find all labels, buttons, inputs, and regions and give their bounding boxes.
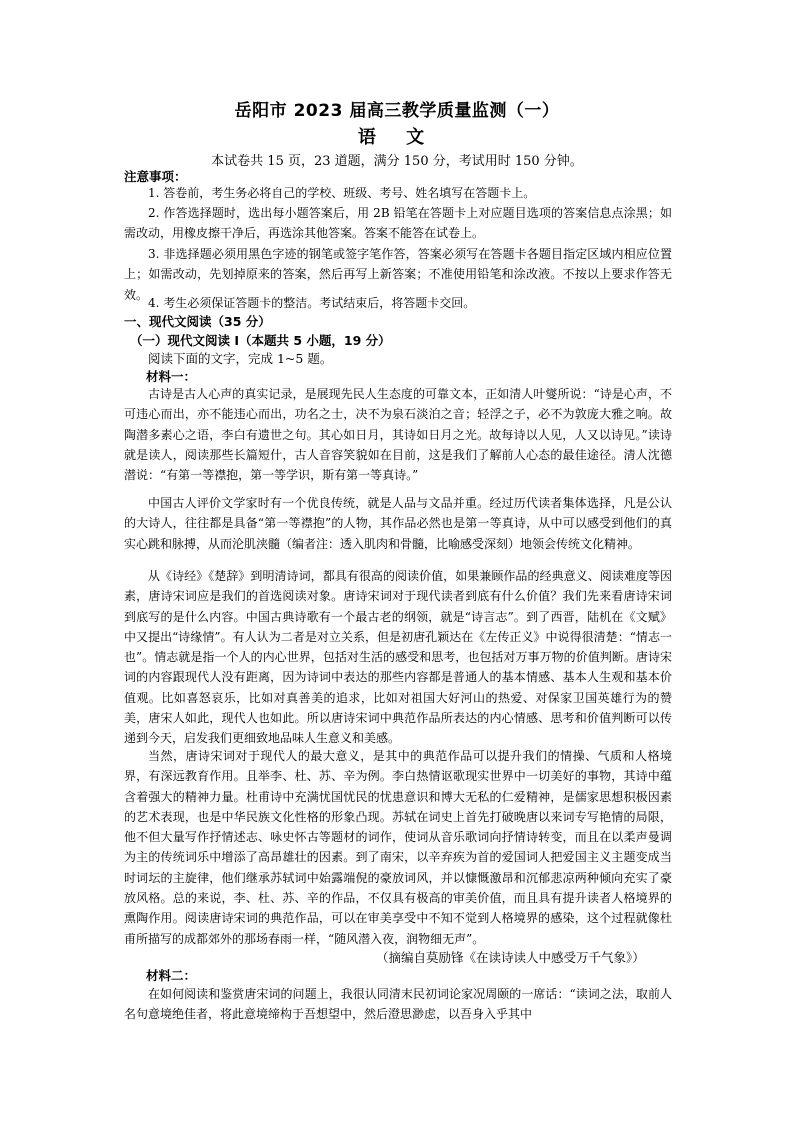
material-label: 材料二： <box>146 968 197 983</box>
notice-item: 4. 考生必须保证答题卡的整洁。考试结束后，将答题卡交回。 <box>148 296 476 310</box>
material-paragraph: 当然，唐诗宋词对于现代人的最大意义，是其中的典范作品可以提升我们的情操、气质和人格境界，有深远教育作用。且举李、杜、苏、辛为例。李白热情讴歌现实世界中一切美好的事物，其诗中蕴含着强大的精神力量。杜甫诗中充满忧国忧民的忧患意识和博大无私的仁爱精神，是儒家思想积极因素的艺术表现，也是中华民族文化性格的形象凸现。苏轼在词史上首先打破晚唐以来词专写艳情的局限，他不但大量写作抒情述志、咏史怀古等题材的词作，使词从音乐歌词向抒情诗转变，而且在以柔声曼调为主的传统词乐中增添了高昂雄壮的因素。到了南宋，以辛弃疾为首的爱国词人把爱国主义主题变成当时词坛的主旋律，他们继承苏轼词中始露端倪的豪放词风，并以慷慨激昂和沉郁悲凉两种倾向充实了豪放风格。总的来说，李、杜、苏、辛的作品，不仅具有极高的审美价值，而且具有提升读者人格境界的熏陶作用。阅读唐诗宋词的典范作品，可以在审美享受中不知不觉到人格境界的感染，这个过程就像杜甫所描写的成都郊外的那场春雨一样，“随风潜入夜，润物细无声”。 <box>124 749 672 946</box>
notice-item: 3. 非选择题必须用黑色字迹的钢笔或签字笔作答，答案必须写在答题卡各题目指定区域内相应位置上；如需改动，先划掉原来的答案，然后再写上新答案；不准使用铅笔和涂改液。不按以上要求作答无效。 <box>124 247 672 302</box>
material-paragraph: 从《诗经》《楚辞》到明清诗词，都具有很高的阅读价值，如果兼顾作品的经典意义、阅读难度等因素，唐诗宋词应是我们的首选阅读对象。唐诗宋词对于现代读者到底有什么价值？我们先来看唐诗宋词到底写的是什么内容。中国古典诗歌有一个最古老的纲领，就是“诗言志”。到了西晋，陆机在《文赋》中又提出“诗缘情”。有人认为二者是对立关系，但是初唐孔颖达在《左传正义》中说得很清楚：“情志一也”。情志就是指一个人的内心世界，包括对生活的感受和思考，也包括对万事万物的价值判断。唐诗宋词的内容跟现代人没有距离，因为诗词中表达的那些内容都是普通人的基本情感、基本人生观和基本价值观。比如喜怒哀乐，比如对真善美的追求，比如对祖国大好河山的热爱、对保家卫国英雄行为的赞美，唐宋人如此，现代人也如此。所以唐诗宋词中典范作品所表达的内心情感、思考和价值判断可以传递到今天，启发我们更细致地品味人生意义和美感。 <box>124 569 672 746</box>
notice-heading: 注意事项： <box>124 169 187 184</box>
material-label: 材料一： <box>146 369 197 384</box>
material-paragraph: 中国古人评价文学家时有一个优良传统，就是人品与文品并重。经过历代读者集体选择，凡是公认的大诗人，往往都是具备“第一等襟抱”的人物，其作品必然也是第一等真诗，从中可以感受到他们的真实心跳和脉搏，从而沦肌浃髓（编者注：透入肌肉和骨髓，比喻感受深刻）地领会传统文化精神。 <box>124 496 672 551</box>
section-heading: 一、现代文阅读（35 分） <box>124 314 271 329</box>
subsection-heading: （一）现代文阅读 I（本题共 5 小题，19 分） <box>130 333 391 348</box>
exam-title: 岳阳市 2023 届高三教学质量监测（一） <box>234 101 560 121</box>
instruction: 阅读下面的文字，完成 1~5 题。 <box>148 351 333 366</box>
material-paragraph: 古诗是古人心声的真实记录，是展现先民人生态度的可靠文本，正如清人叶燮所说：“诗是心声，不可违心而出，亦不能违心而出，功名之士，决不为泉石淡泊之音；轻浮之子，必不为敦庞大雅之响。故陶潜多素心之语，李白有遗世之句。其心如日月，其诗如日月之光。故每诗以人见，人又以诗见。”读诗就是读人，阅读那些长篇短什，古人音容笑貌如在目前，这是我们了解前人心态的最佳途径。清人沈德潜说：“有第一等襟抱，第一等学识，斯有第一等真诗。” <box>124 387 672 483</box>
material-paragraph: 在如何阅读和鉴赏唐宋词的问题上，我很认同清末民初词论家况周颐的一席话：“读词之法，取前人名句意境绝佳者，将此意境缔构于吾想望中，然后澄思渺虑，以吾身入乎其中 <box>124 987 672 1022</box>
notice-item: 1. 答卷前，考生务必将自己的学校、班级、考号、姓名填写在答题卡上。 <box>148 186 536 200</box>
exam-info: 本试卷共 15 页，23 道题，满分 150 分，考试用时 150 分钟。 <box>211 154 583 169</box>
notice-item: 2. 作答选择题时，选出每小题答案后，用 2B 铅笔在答题卡上对应题目选项的答案信息点涂黑；如需改动，用橡皮擦干净后，再选涂其他答案。答案不能答在试卷上。 <box>124 206 672 241</box>
subject-title: 语 文 <box>357 127 437 148</box>
material-source: （摘编自莫励锋《在读诗读人中感受万千气象》） <box>376 950 645 965</box>
